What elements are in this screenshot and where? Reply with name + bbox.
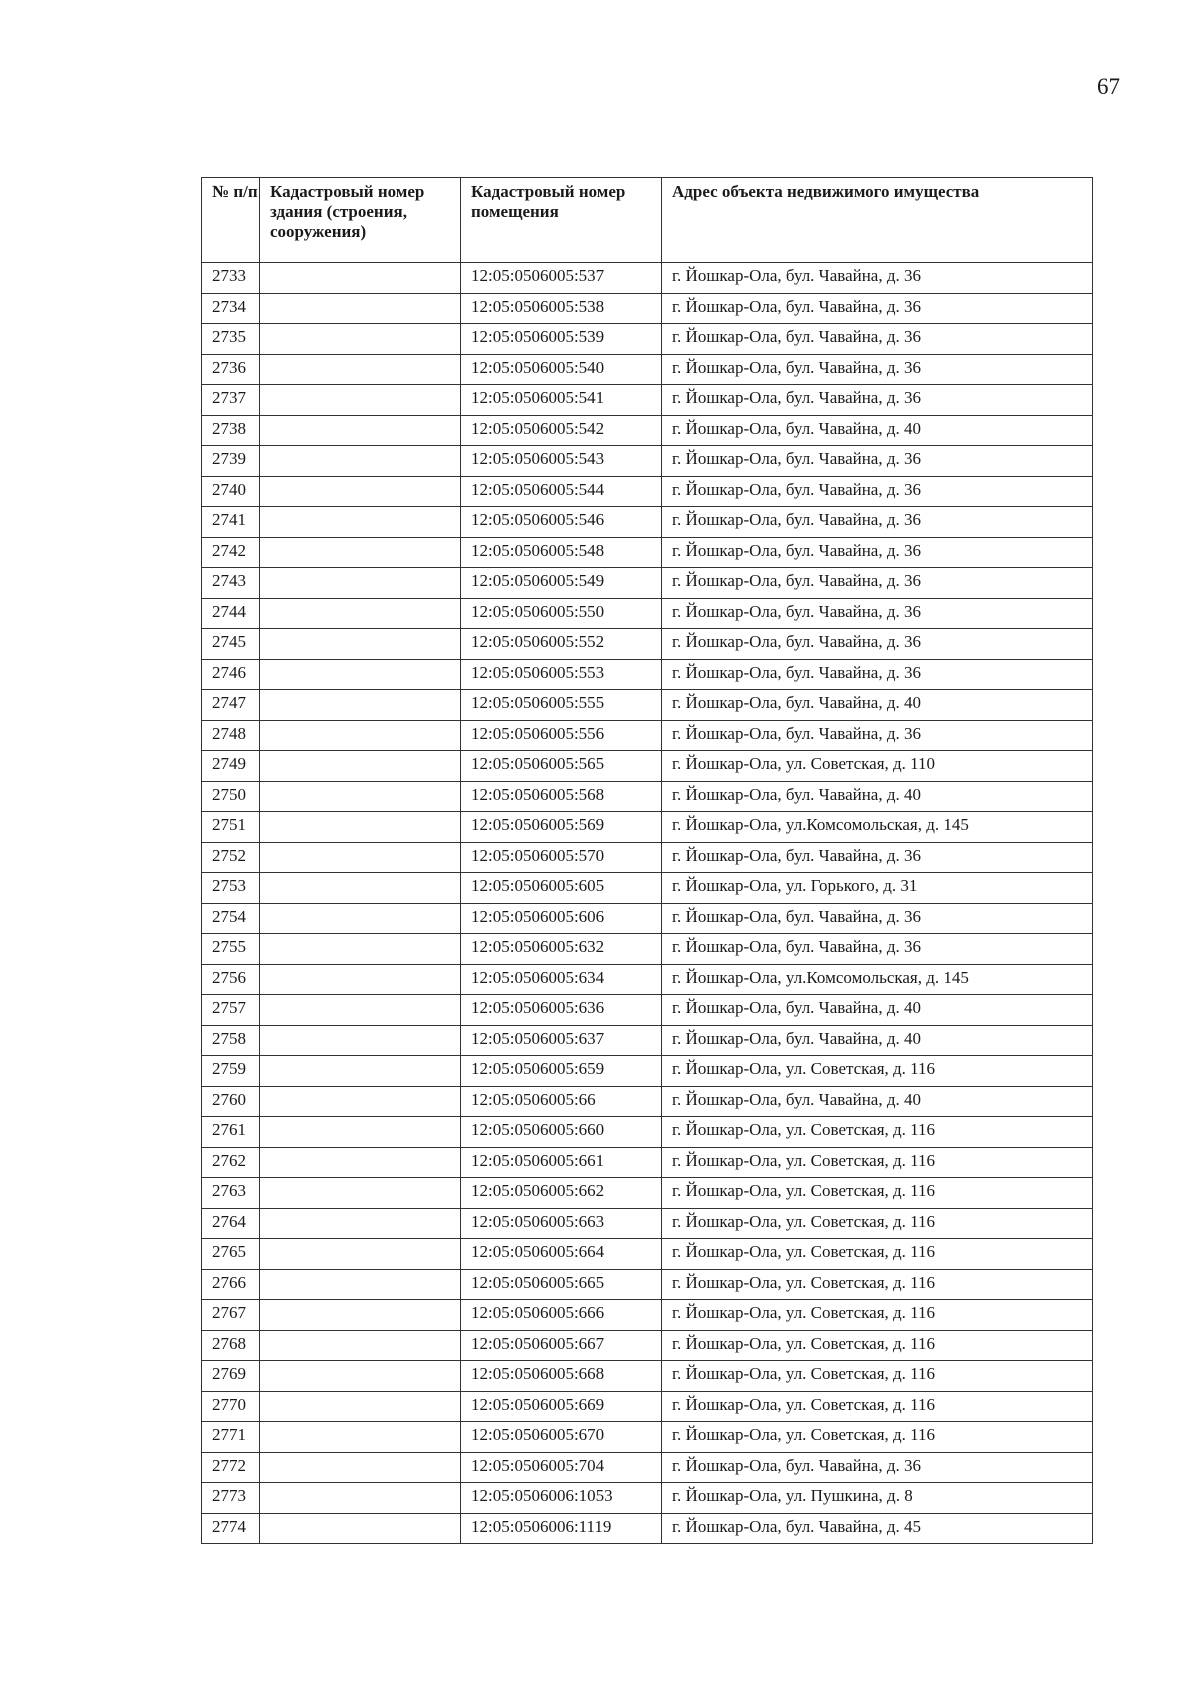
page-number: 67 bbox=[1097, 74, 1120, 99]
row-number-cell: 2755 bbox=[202, 934, 260, 965]
table-row bbox=[202, 1056, 1093, 1087]
address-cell: г. Йошкар-Ола, ул. Советская, д. 116 bbox=[662, 1391, 1093, 1422]
address-cell: г. Йошкар-Ола, бул. Чавайна, д. 40 bbox=[662, 415, 1093, 446]
address-cell: г. Йошкар-Ола, ул. Советская, д. 116 bbox=[662, 1117, 1093, 1148]
table-row bbox=[202, 903, 1093, 934]
table-header bbox=[202, 178, 1093, 263]
building-cadastral-cell bbox=[260, 293, 461, 324]
row-number-cell: 2742 bbox=[202, 537, 260, 568]
building-cadastral-cell bbox=[260, 415, 461, 446]
header-building-cadastral: Кадастровый номер здания (строения, сооружения) bbox=[260, 178, 461, 263]
row-number-cell: 2763 bbox=[202, 1178, 260, 1209]
table-row bbox=[202, 476, 1093, 507]
address-cell: г. Йошкар-Ола, бул. Чавайна, д. 40 bbox=[662, 690, 1093, 721]
table-row bbox=[202, 629, 1093, 660]
building-cadastral-cell bbox=[260, 1391, 461, 1422]
address-cell: г. Йошкар-Ола, ул. Советская, д. 110 bbox=[662, 751, 1093, 782]
table-row bbox=[202, 1452, 1093, 1483]
row-number-cell: 2737 bbox=[202, 385, 260, 416]
address-cell: г. Йошкар-Ола, ул. Пушкина, д. 8 bbox=[662, 1483, 1093, 1514]
table-body bbox=[202, 263, 1093, 1544]
room-cadastral-cell: 12:05:0506005:570 bbox=[461, 842, 662, 873]
table-row bbox=[202, 690, 1093, 721]
address-cell: г. Йошкар-Ола, ул. Советская, д. 116 bbox=[662, 1269, 1093, 1300]
room-cadastral-cell: 12:05:0506005:568 bbox=[461, 781, 662, 812]
table-row bbox=[202, 1208, 1093, 1239]
address-cell: г. Йошкар-Ола, бул. Чавайна, д. 40 bbox=[662, 995, 1093, 1026]
table-row bbox=[202, 1483, 1093, 1514]
address-cell: г. Йошкар-Ола, бул. Чавайна, д. 36 bbox=[662, 629, 1093, 660]
table-row bbox=[202, 720, 1093, 751]
room-cadastral-cell: 12:05:0506005:552 bbox=[461, 629, 662, 660]
room-cadastral-cell: 12:05:0506005:668 bbox=[461, 1361, 662, 1392]
address-cell: г. Йошкар-Ола, бул. Чавайна, д. 36 bbox=[662, 934, 1093, 965]
table-row bbox=[202, 1117, 1093, 1148]
row-number-cell: 2740 bbox=[202, 476, 260, 507]
table-row bbox=[202, 598, 1093, 629]
room-cadastral-cell: 12:05:0506005:542 bbox=[461, 415, 662, 446]
row-number-cell: 2736 bbox=[202, 354, 260, 385]
address-cell: г. Йошкар-Ола, ул. Советская, д. 116 bbox=[662, 1239, 1093, 1270]
room-cadastral-cell: 12:05:0506005:605 bbox=[461, 873, 662, 904]
building-cadastral-cell bbox=[260, 1422, 461, 1453]
table-row bbox=[202, 751, 1093, 782]
building-cadastral-cell bbox=[260, 812, 461, 843]
building-cadastral-cell bbox=[260, 690, 461, 721]
room-cadastral-cell: 12:05:0506005:553 bbox=[461, 659, 662, 690]
building-cadastral-cell bbox=[260, 1147, 461, 1178]
building-cadastral-cell bbox=[260, 1117, 461, 1148]
building-cadastral-cell bbox=[260, 873, 461, 904]
table-row bbox=[202, 873, 1093, 904]
building-cadastral-cell bbox=[260, 1483, 461, 1514]
room-cadastral-cell: 12:05:0506005:666 bbox=[461, 1300, 662, 1331]
address-cell: г. Йошкар-Ола, бул. Чавайна, д. 36 bbox=[662, 324, 1093, 355]
table-row bbox=[202, 659, 1093, 690]
table-row bbox=[202, 995, 1093, 1026]
room-cadastral-cell: 12:05:0506005:634 bbox=[461, 964, 662, 995]
row-number-cell: 2754 bbox=[202, 903, 260, 934]
row-number-cell: 2735 bbox=[202, 324, 260, 355]
row-number-cell: 2756 bbox=[202, 964, 260, 995]
room-cadastral-cell: 12:05:0506005:664 bbox=[461, 1239, 662, 1270]
building-cadastral-cell bbox=[260, 934, 461, 965]
room-cadastral-cell: 12:05:0506005:538 bbox=[461, 293, 662, 324]
table-row bbox=[202, 1178, 1093, 1209]
row-number-cell: 2766 bbox=[202, 1269, 260, 1300]
room-cadastral-cell: 12:05:0506005:556 bbox=[461, 720, 662, 751]
row-number-cell: 2747 bbox=[202, 690, 260, 721]
room-cadastral-cell: 12:05:0506005:665 bbox=[461, 1269, 662, 1300]
table-row bbox=[202, 1239, 1093, 1270]
table-row bbox=[202, 293, 1093, 324]
room-cadastral-cell: 12:05:0506005:555 bbox=[461, 690, 662, 721]
row-number-cell: 2770 bbox=[202, 1391, 260, 1422]
address-cell: г. Йошкар-Ола, бул. Чавайна, д. 36 bbox=[662, 537, 1093, 568]
row-number-cell: 2748 bbox=[202, 720, 260, 751]
address-cell: г. Йошкар-Ола, ул.Комсомольская, д. 145 bbox=[662, 964, 1093, 995]
row-number-cell: 2772 bbox=[202, 1452, 260, 1483]
building-cadastral-cell bbox=[260, 1178, 461, 1209]
header-room-cadastral: Кадастровый номер помещения bbox=[461, 178, 662, 263]
table-row bbox=[202, 1086, 1093, 1117]
row-number-cell: 2758 bbox=[202, 1025, 260, 1056]
row-number-cell: 2741 bbox=[202, 507, 260, 538]
building-cadastral-cell bbox=[260, 629, 461, 660]
room-cadastral-cell: 12:05:0506005:66 bbox=[461, 1086, 662, 1117]
row-number-cell: 2757 bbox=[202, 995, 260, 1026]
row-number-cell: 2753 bbox=[202, 873, 260, 904]
address-cell: г. Йошкар-Ола, бул. Чавайна, д. 45 bbox=[662, 1513, 1093, 1544]
room-cadastral-cell: 12:05:0506005:667 bbox=[461, 1330, 662, 1361]
row-number-cell: 2760 bbox=[202, 1086, 260, 1117]
room-cadastral-cell: 12:05:0506005:565 bbox=[461, 751, 662, 782]
address-cell: г. Йошкар-Ола, бул. Чавайна, д. 36 bbox=[662, 720, 1093, 751]
room-cadastral-cell: 12:05:0506005:541 bbox=[461, 385, 662, 416]
address-cell: г. Йошкар-Ола, ул.Комсомольская, д. 145 bbox=[662, 812, 1093, 843]
building-cadastral-cell bbox=[260, 1086, 461, 1117]
address-cell: г. Йошкар-Ола, бул. Чавайна, д. 36 bbox=[662, 293, 1093, 324]
room-cadastral-cell: 12:05:0506005:537 bbox=[461, 263, 662, 294]
table-row bbox=[202, 415, 1093, 446]
row-number-cell: 2743 bbox=[202, 568, 260, 599]
room-cadastral-cell: 12:05:0506005:662 bbox=[461, 1178, 662, 1209]
header-row bbox=[202, 178, 1093, 263]
row-number-cell: 2774 bbox=[202, 1513, 260, 1544]
table-row bbox=[202, 354, 1093, 385]
room-cadastral-cell: 12:05:0506005:540 bbox=[461, 354, 662, 385]
building-cadastral-cell bbox=[260, 1269, 461, 1300]
address-cell: г. Йошкар-Ола, ул. Советская, д. 116 bbox=[662, 1178, 1093, 1209]
building-cadastral-cell bbox=[260, 537, 461, 568]
row-number-cell: 2771 bbox=[202, 1422, 260, 1453]
building-cadastral-cell bbox=[260, 1513, 461, 1544]
building-cadastral-cell bbox=[260, 446, 461, 477]
building-cadastral-cell bbox=[260, 995, 461, 1026]
row-number-cell: 2738 bbox=[202, 415, 260, 446]
table-row bbox=[202, 568, 1093, 599]
room-cadastral-cell: 12:05:0506005:636 bbox=[461, 995, 662, 1026]
room-cadastral-cell: 12:05:0506005:632 bbox=[461, 934, 662, 965]
address-cell: г. Йошкар-Ола, бул. Чавайна, д. 36 bbox=[662, 385, 1093, 416]
address-cell: г. Йошкар-Ола, бул. Чавайна, д. 36 bbox=[662, 476, 1093, 507]
address-cell: г. Йошкар-Ола, бул. Чавайна, д. 36 bbox=[662, 568, 1093, 599]
address-cell: г. Йошкар-Ола, бул. Чавайна, д. 36 bbox=[662, 903, 1093, 934]
address-cell: г. Йошкар-Ола, ул. Советская, д. 116 bbox=[662, 1056, 1093, 1087]
building-cadastral-cell bbox=[260, 1239, 461, 1270]
table-row bbox=[202, 446, 1093, 477]
table-row bbox=[202, 537, 1093, 568]
table-row bbox=[202, 1391, 1093, 1422]
room-cadastral-cell: 12:05:0506005:569 bbox=[461, 812, 662, 843]
address-cell: г. Йошкар-Ола, бул. Чавайна, д. 36 bbox=[662, 507, 1093, 538]
row-number-cell: 2764 bbox=[202, 1208, 260, 1239]
address-cell: г. Йошкар-Ола, ул. Советская, д. 116 bbox=[662, 1361, 1093, 1392]
address-cell: г. Йошкар-Ола, ул. Советская, д. 116 bbox=[662, 1208, 1093, 1239]
address-cell: г. Йошкар-Ола, ул. Советская, д. 116 bbox=[662, 1330, 1093, 1361]
table-row bbox=[202, 1513, 1093, 1544]
room-cadastral-cell: 12:05:0506005:659 bbox=[461, 1056, 662, 1087]
address-cell: г. Йошкар-Ола, ул. Горького, д. 31 bbox=[662, 873, 1093, 904]
room-cadastral-cell: 12:05:0506005:539 bbox=[461, 324, 662, 355]
row-number-cell: 2767 bbox=[202, 1300, 260, 1331]
row-number-cell: 2739 bbox=[202, 446, 260, 477]
room-cadastral-cell: 12:05:0506005:670 bbox=[461, 1422, 662, 1453]
address-cell: г. Йошкар-Ола, бул. Чавайна, д. 36 bbox=[662, 659, 1093, 690]
room-cadastral-cell: 12:05:0506005:663 bbox=[461, 1208, 662, 1239]
table-row bbox=[202, 1361, 1093, 1392]
address-cell: г. Йошкар-Ола, бул. Чавайна, д. 36 bbox=[662, 354, 1093, 385]
room-cadastral-cell: 12:05:0506005:543 bbox=[461, 446, 662, 477]
room-cadastral-cell: 12:05:0506005:704 bbox=[461, 1452, 662, 1483]
table-row bbox=[202, 781, 1093, 812]
building-cadastral-cell bbox=[260, 385, 461, 416]
room-cadastral-cell: 12:05:0506005:548 bbox=[461, 537, 662, 568]
address-cell: г. Йошкар-Ола, бул. Чавайна, д. 40 bbox=[662, 1086, 1093, 1117]
row-number-cell: 2765 bbox=[202, 1239, 260, 1270]
building-cadastral-cell bbox=[260, 1361, 461, 1392]
room-cadastral-cell: 12:05:0506005:550 bbox=[461, 598, 662, 629]
table-row bbox=[202, 1025, 1093, 1056]
header-number: № п/п bbox=[202, 178, 260, 263]
address-cell: г. Йошкар-Ола, ул. Советская, д. 116 bbox=[662, 1147, 1093, 1178]
building-cadastral-cell bbox=[260, 476, 461, 507]
row-number-cell: 2759 bbox=[202, 1056, 260, 1087]
room-cadastral-cell: 12:05:0506005:661 bbox=[461, 1147, 662, 1178]
building-cadastral-cell bbox=[260, 903, 461, 934]
address-cell: г. Йошкар-Ола, бул. Чавайна, д. 36 bbox=[662, 598, 1093, 629]
address-cell: г. Йошкар-Ола, бул. Чавайна, д. 36 bbox=[662, 446, 1093, 477]
row-number-cell: 2773 bbox=[202, 1483, 260, 1514]
building-cadastral-cell bbox=[260, 1056, 461, 1087]
table-row bbox=[202, 812, 1093, 843]
address-cell: г. Йошкар-Ола, бул. Чавайна, д. 40 bbox=[662, 1025, 1093, 1056]
address-cell: г. Йошкар-Ола, бул. Чавайна, д. 40 bbox=[662, 781, 1093, 812]
address-cell: г. Йошкар-Ола, бул. Чавайна, д. 36 bbox=[662, 263, 1093, 294]
table-row bbox=[202, 507, 1093, 538]
building-cadastral-cell bbox=[260, 1025, 461, 1056]
address-cell: г. Йошкар-Ола, ул. Советская, д. 116 bbox=[662, 1422, 1093, 1453]
table-row bbox=[202, 934, 1093, 965]
building-cadastral-cell bbox=[260, 781, 461, 812]
room-cadastral-cell: 12:05:0506006:1053 bbox=[461, 1483, 662, 1514]
building-cadastral-cell bbox=[260, 1208, 461, 1239]
building-cadastral-cell bbox=[260, 568, 461, 599]
row-number-cell: 2745 bbox=[202, 629, 260, 660]
building-cadastral-cell bbox=[260, 1452, 461, 1483]
row-number-cell: 2769 bbox=[202, 1361, 260, 1392]
address-cell: г. Йошкар-Ола, бул. Чавайна, д. 36 bbox=[662, 1452, 1093, 1483]
room-cadastral-cell: 12:05:0506005:637 bbox=[461, 1025, 662, 1056]
building-cadastral-cell bbox=[260, 1300, 461, 1331]
header-address: Адрес объекта недвижимого имущества bbox=[662, 178, 1093, 263]
building-cadastral-cell bbox=[260, 598, 461, 629]
building-cadastral-cell bbox=[260, 842, 461, 873]
room-cadastral-cell: 12:05:0506006:1119 bbox=[461, 1513, 662, 1544]
address-cell: г. Йошкар-Ола, бул. Чавайна, д. 36 bbox=[662, 842, 1093, 873]
table-row bbox=[202, 964, 1093, 995]
building-cadastral-cell bbox=[260, 1330, 461, 1361]
building-cadastral-cell bbox=[260, 324, 461, 355]
building-cadastral-cell bbox=[260, 751, 461, 782]
row-number-cell: 2768 bbox=[202, 1330, 260, 1361]
room-cadastral-cell: 12:05:0506005:606 bbox=[461, 903, 662, 934]
table-row bbox=[202, 1269, 1093, 1300]
row-number-cell: 2752 bbox=[202, 842, 260, 873]
row-number-cell: 2749 bbox=[202, 751, 260, 782]
table-row bbox=[202, 385, 1093, 416]
building-cadastral-cell bbox=[260, 720, 461, 751]
table-row bbox=[202, 1300, 1093, 1331]
row-number-cell: 2762 bbox=[202, 1147, 260, 1178]
building-cadastral-cell bbox=[260, 263, 461, 294]
table-row bbox=[202, 263, 1093, 294]
building-cadastral-cell bbox=[260, 507, 461, 538]
row-number-cell: 2744 bbox=[202, 598, 260, 629]
table-row bbox=[202, 1422, 1093, 1453]
room-cadastral-cell: 12:05:0506005:660 bbox=[461, 1117, 662, 1148]
table-row bbox=[202, 1147, 1093, 1178]
property-registry-table bbox=[201, 177, 1093, 1544]
room-cadastral-cell: 12:05:0506005:546 bbox=[461, 507, 662, 538]
table-row bbox=[202, 324, 1093, 355]
table-row bbox=[202, 1330, 1093, 1361]
row-number-cell: 2761 bbox=[202, 1117, 260, 1148]
row-number-cell: 2750 bbox=[202, 781, 260, 812]
room-cadastral-cell: 12:05:0506005:544 bbox=[461, 476, 662, 507]
table-row bbox=[202, 842, 1093, 873]
building-cadastral-cell bbox=[260, 354, 461, 385]
room-cadastral-cell: 12:05:0506005:669 bbox=[461, 1391, 662, 1422]
building-cadastral-cell bbox=[260, 659, 461, 690]
address-cell: г. Йошкар-Ола, ул. Советская, д. 116 bbox=[662, 1300, 1093, 1331]
building-cadastral-cell bbox=[260, 964, 461, 995]
room-cadastral-cell: 12:05:0506005:549 bbox=[461, 568, 662, 599]
row-number-cell: 2733 bbox=[202, 263, 260, 294]
row-number-cell: 2734 bbox=[202, 293, 260, 324]
row-number-cell: 2751 bbox=[202, 812, 260, 843]
row-number-cell: 2746 bbox=[202, 659, 260, 690]
